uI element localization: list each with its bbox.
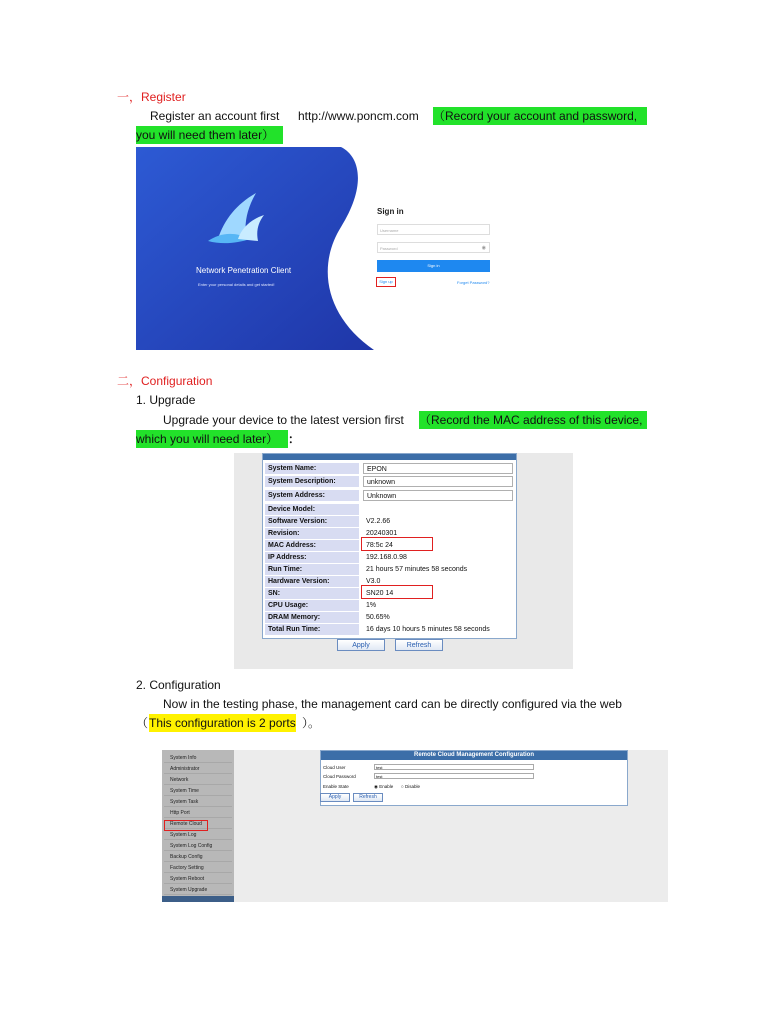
system-info-value: 16 days 10 hours 5 minutes 58 seconds bbox=[366, 626, 490, 633]
system-info-row bbox=[265, 476, 514, 487]
app-tagline: Enter your personal details and get started! bbox=[198, 282, 275, 287]
system-info-row bbox=[265, 552, 514, 563]
system-info-row bbox=[265, 564, 514, 575]
apply-button[interactable]: Apply bbox=[337, 639, 385, 651]
system-info-label: Software Version: bbox=[265, 516, 359, 527]
password-placeholder: Password bbox=[380, 246, 398, 251]
register-note-line1: （Record your account and password, bbox=[433, 107, 647, 125]
system-info-label: MAC Address: bbox=[265, 540, 359, 551]
enable-radio-icon[interactable]: ◉ bbox=[374, 784, 378, 789]
system-info-input[interactable]: Unknown bbox=[363, 490, 513, 501]
step2-note-close: ）。 bbox=[302, 716, 321, 730]
system-info-value: SN20 14 bbox=[366, 590, 394, 597]
system-info-label: DRAM Memory: bbox=[265, 612, 359, 623]
enable-state-label: Enable State bbox=[323, 784, 349, 789]
cloud-password-input[interactable]: test bbox=[374, 773, 534, 779]
system-info-row bbox=[265, 612, 514, 623]
signin-title: Sign in bbox=[377, 207, 404, 216]
system-info-label: Total Run Time: bbox=[265, 624, 359, 635]
side-menu-item[interactable]: System Info bbox=[164, 753, 232, 763]
step1-note-line1: （Record the MAC address of this device, bbox=[419, 411, 647, 429]
cloud-user-input[interactable]: test bbox=[374, 764, 534, 770]
side-menu-item[interactable]: Network bbox=[164, 775, 232, 785]
side-menu-item[interactable]: System Reboot bbox=[164, 874, 232, 884]
step1-note-line2: which you will need later） bbox=[136, 430, 288, 448]
step2-title: 2. Configuration bbox=[136, 678, 221, 692]
disable-radio[interactable] bbox=[401, 783, 420, 790]
system-info-row bbox=[265, 490, 514, 501]
cloud-refresh-button[interactable]: Refresh bbox=[353, 793, 383, 802]
signup-link[interactable]: Sign up bbox=[376, 277, 396, 287]
side-menu-item[interactable]: Http Port bbox=[164, 808, 232, 818]
system-info-input[interactable]: EPON bbox=[363, 463, 513, 474]
side-menu-footer bbox=[162, 896, 234, 902]
side-menu-item[interactable]: System Time bbox=[164, 786, 232, 796]
logo-icon bbox=[198, 189, 272, 249]
system-info-row bbox=[265, 463, 514, 474]
system-info-label: System Name: bbox=[265, 463, 359, 474]
system-info-value: V3.0 bbox=[366, 578, 381, 585]
refresh-button[interactable]: Refresh bbox=[395, 639, 443, 651]
disable-radio-label: Disable bbox=[404, 784, 420, 789]
enable-radio[interactable] bbox=[374, 783, 393, 790]
sn-highlight-box bbox=[361, 585, 433, 599]
step2-text: Now in the testing phase, the management card can be directly configured via the web bbox=[163, 697, 622, 711]
cloud-panel-title: Remote Cloud Management Configuration bbox=[321, 751, 627, 760]
section-register-heading: 一，Register bbox=[117, 90, 186, 104]
system-info-row bbox=[265, 600, 514, 611]
register-url[interactable]: http://www.poncm.com bbox=[298, 109, 419, 123]
register-instruction: Register an account first bbox=[150, 109, 280, 123]
system-info-value: V2.2.66 bbox=[366, 518, 391, 525]
side-menu-item[interactable]: System Log bbox=[164, 830, 232, 840]
side-menu-item[interactable]: System Log Config bbox=[164, 841, 232, 851]
system-info-screenshot bbox=[234, 453, 573, 669]
system-info-value: 21 hours 57 minutes 58 seconds bbox=[366, 566, 468, 573]
system-info-label: Hardware Version: bbox=[265, 576, 359, 587]
signin-screenshot bbox=[136, 147, 649, 350]
system-info-input[interactable]: unknown bbox=[363, 476, 513, 487]
system-info-label: System Description: bbox=[265, 476, 359, 487]
system-info-row bbox=[265, 516, 514, 527]
signin-button[interactable]: Sign in bbox=[377, 260, 490, 272]
system-info-row bbox=[265, 504, 514, 515]
section-configuration-heading: 二，Configuration bbox=[117, 374, 213, 388]
app-name: Network Penetration Client bbox=[196, 266, 292, 275]
step1-title: 1. Upgrade bbox=[136, 393, 196, 407]
forgot-password-link[interactable]: Forget Password? bbox=[457, 280, 490, 285]
system-info-label: CPU Usage: bbox=[265, 600, 359, 611]
mac-highlight-box bbox=[361, 537, 433, 551]
enable-radio-label: Enable bbox=[379, 784, 394, 789]
step1-text: Upgrade your device to the latest version first bbox=[163, 413, 404, 427]
system-info-label: Device Model: bbox=[265, 504, 359, 515]
system-info-label: SN: bbox=[265, 588, 359, 599]
step1-colon: ： bbox=[288, 432, 301, 446]
system-info-value: 50.65% bbox=[366, 614, 390, 621]
system-info-value: 1% bbox=[366, 602, 377, 609]
system-info-label: IP Address: bbox=[265, 552, 359, 563]
step2-note: This configuration is 2 ports bbox=[149, 716, 296, 730]
system-info-value: 192.168.0.98 bbox=[366, 554, 407, 561]
register-note-line2: you will need them later） bbox=[136, 126, 283, 144]
cloud-user-label: Cloud User bbox=[323, 765, 346, 770]
side-menu-item[interactable]: System Task bbox=[164, 797, 232, 807]
system-info-value: 78:5c 24 bbox=[366, 542, 393, 549]
cloud-password-label: Cloud Password bbox=[323, 774, 356, 779]
eye-icon[interactable]: ◉ bbox=[481, 245, 486, 251]
cloud-apply-button[interactable]: Apply bbox=[320, 793, 350, 802]
side-menu-item[interactable]: Remote Cloud bbox=[164, 819, 232, 829]
disable-radio-icon[interactable]: ○ bbox=[401, 784, 404, 789]
side-menu-item[interactable]: Backup Config bbox=[164, 852, 232, 862]
step2-note-open: （ bbox=[136, 716, 149, 730]
password-input[interactable] bbox=[377, 242, 490, 253]
system-info-header-bar bbox=[263, 454, 516, 460]
system-info-label: System Address: bbox=[265, 490, 359, 501]
system-info-row bbox=[265, 624, 514, 635]
remote-cloud-highlight-box bbox=[164, 820, 208, 831]
system-info-label: Run Time: bbox=[265, 564, 359, 575]
system-info-value: 20240301 bbox=[366, 530, 398, 537]
system-info-value bbox=[363, 504, 513, 515]
cloud-config-screenshot bbox=[162, 750, 668, 902]
side-menu-item[interactable]: System Upgrade bbox=[164, 885, 232, 895]
side-menu-item[interactable]: Administrator bbox=[164, 764, 232, 774]
system-info-label: Revision: bbox=[265, 528, 359, 539]
username-input[interactable]: Username bbox=[377, 224, 490, 235]
side-menu-item[interactable]: Factory Setting bbox=[164, 863, 232, 873]
